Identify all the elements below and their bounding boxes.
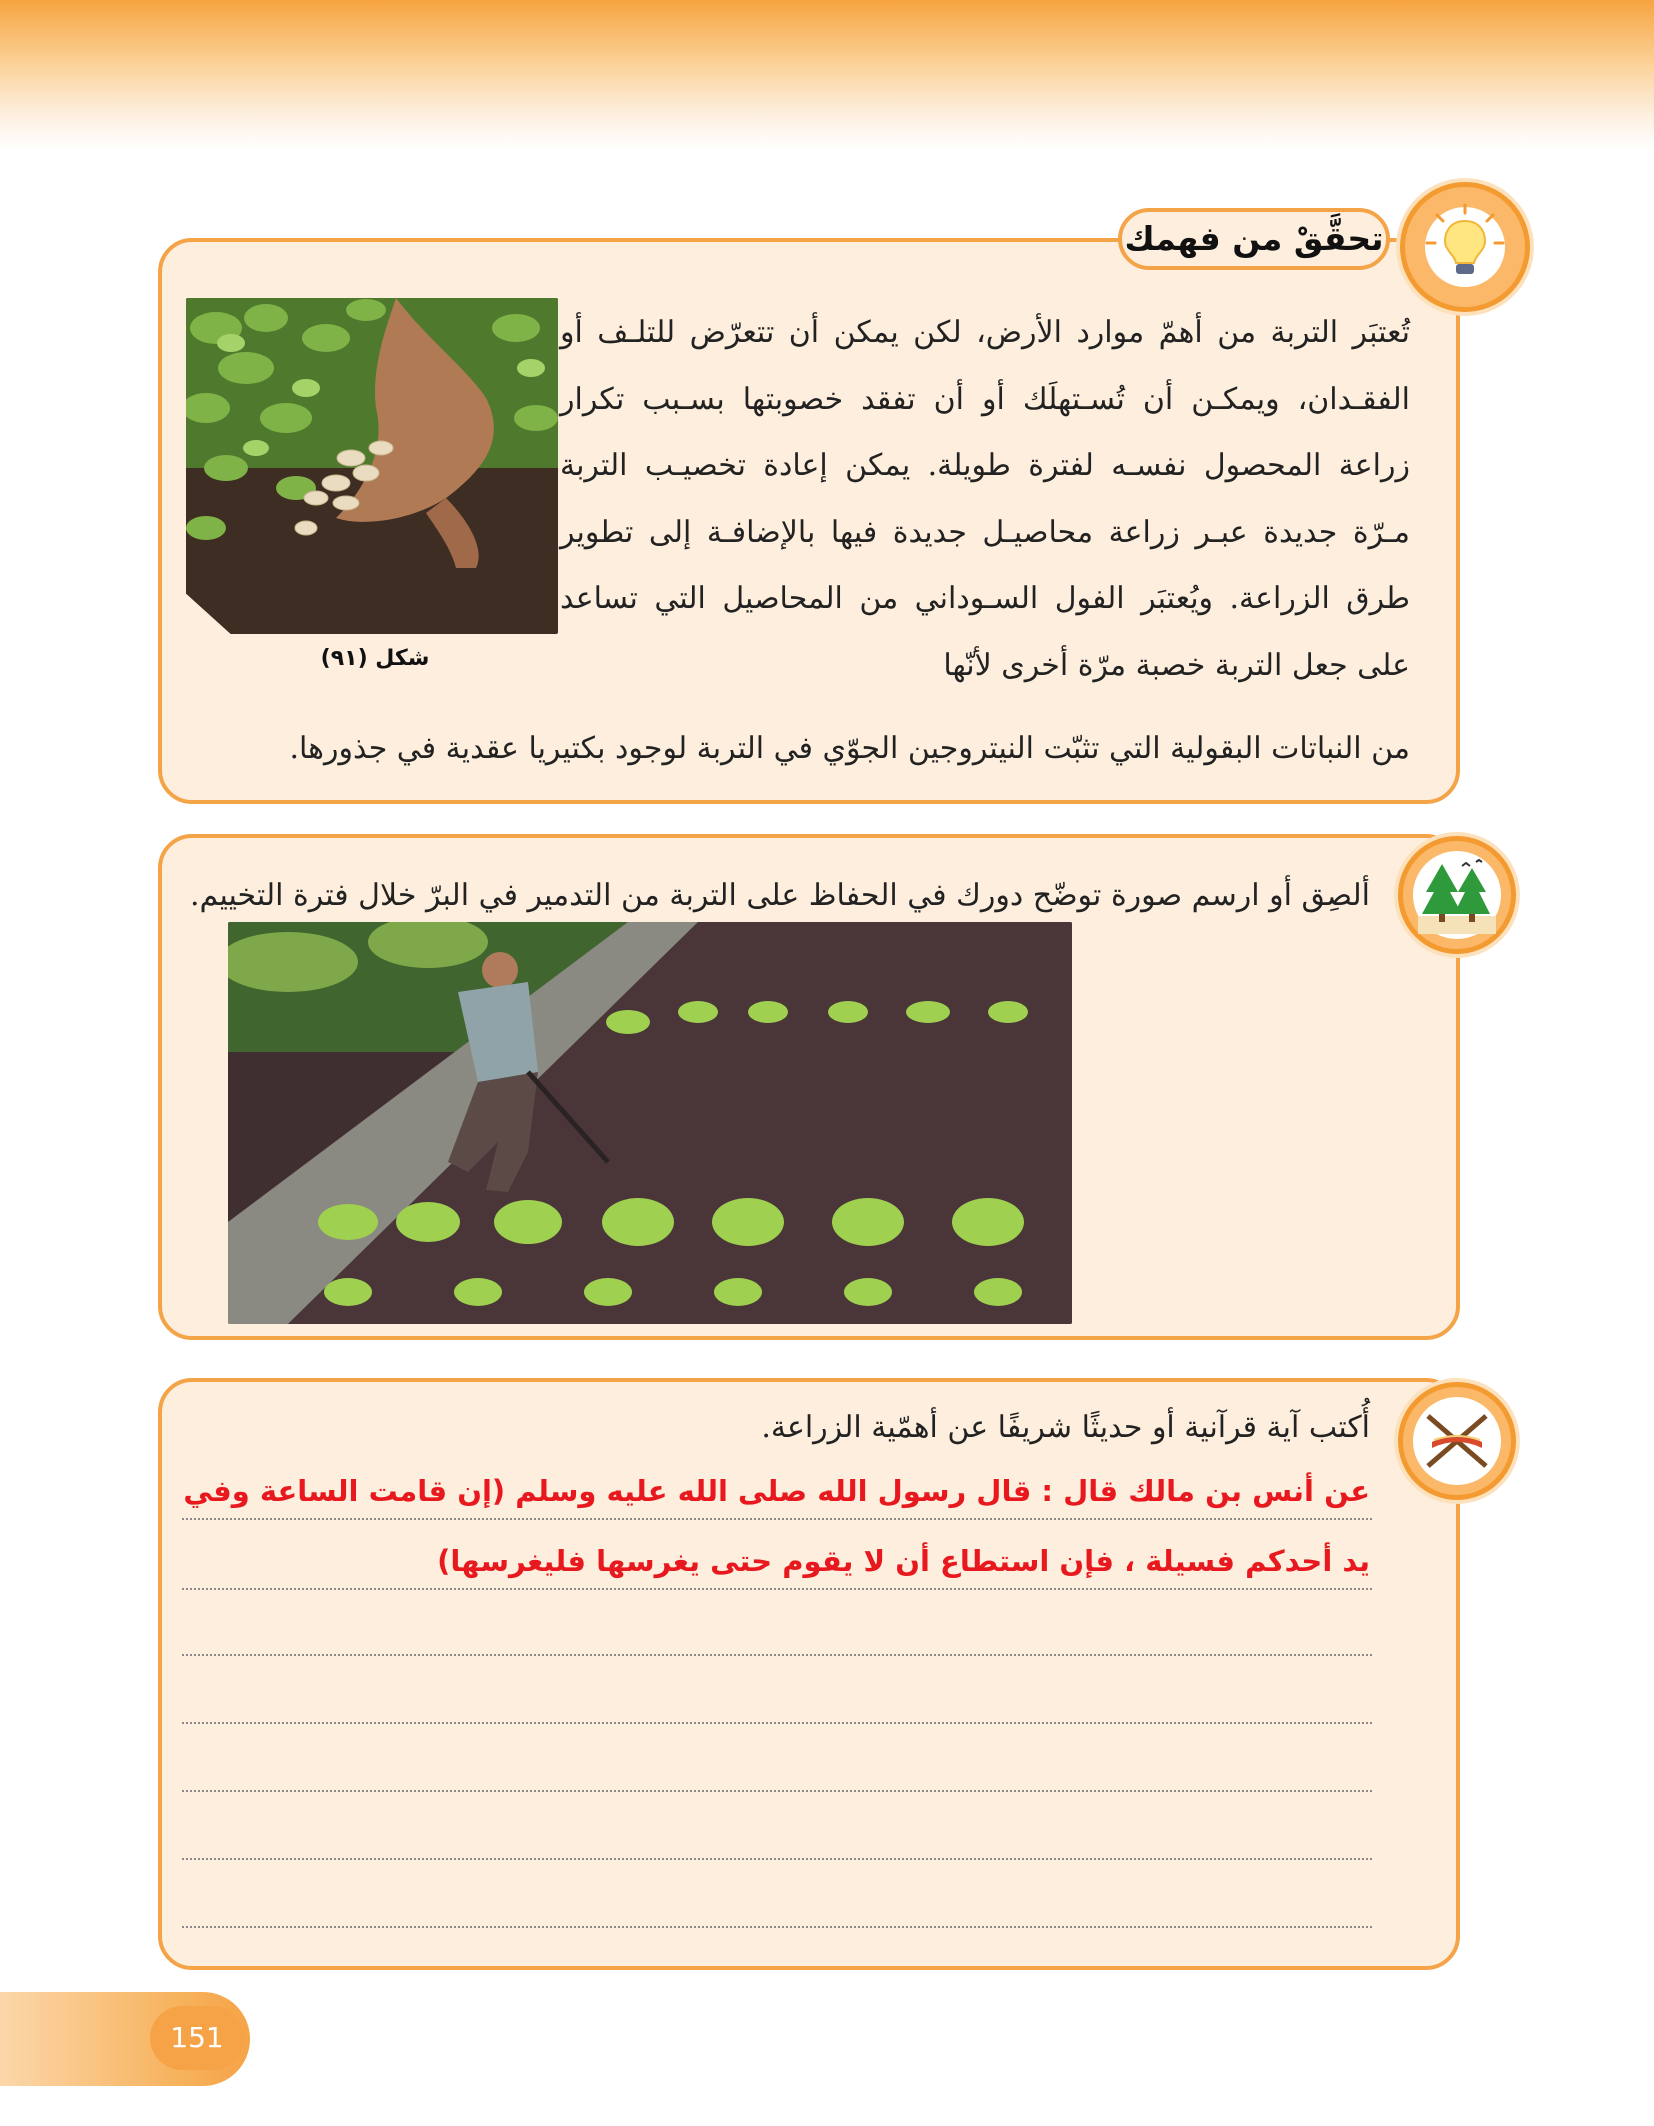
quran-icon: [1418, 1402, 1496, 1480]
page-header-band: [0, 0, 1654, 150]
answer-line-2: يد أحدكم فسيلة ، فإن استطاع أن لا يقوم حتى يغرسها فليغرسها): [437, 1544, 1370, 1578]
writing-line[interactable]: [182, 1858, 1372, 1860]
activity-prompt: أُكتب آية قرآنية أو حديثًا شريفًا عن أهمّية الزراعة.: [761, 1410, 1370, 1445]
section-paragraph: تُعتبَر التربة من أهمّ موارد الأرض، لكن يمكن أن تتعرّض للتلـف أو الفقـدان، ويمكـن أن تُسـتهلَك أو أن تفقد خصوبتها بسـبب تكرار زراعة المحصول نفسـه لفترة طويلة. يمكن إعادة تخصيـب التربة مـرّة جديدة عبـر زراعة محاصيـل جديدة فيها بالإضافـة إلى تطوير طرق الزراعة. ويُعتبَر الفول السـوداني من المحاصيل التي تساعد على جعل التربة خصبة مرّة أخرى لأنّها: [560, 315, 1410, 683]
answer-line-1: عن أنس بن مالك قال : قال رسول الله صلى الله عليه وسلم (إن قامت الساعة وفي: [183, 1474, 1370, 1508]
page-number: 151: [150, 2006, 244, 2070]
farmer-hoeing-photo: [228, 922, 1072, 1324]
writing-line[interactable]: [182, 1926, 1372, 1928]
figure-caption: شكل (٩١): [320, 646, 430, 671]
writing-line[interactable]: [182, 1790, 1372, 1792]
writing-line[interactable]: [182, 1722, 1372, 1724]
trees-badge: [1398, 836, 1516, 954]
lightbulb-badge: [1400, 182, 1530, 312]
activity-prompt: ألصِق أو ارسم صورة توضّح دورك في الحفاظ على التربة من التدمير في البرّ خلال فترة التخييم.: [189, 878, 1370, 913]
trees-icon: [1418, 856, 1496, 934]
writing-line[interactable]: [182, 1588, 1372, 1590]
lightbulb-icon: [1415, 197, 1515, 297]
section-title: تحقَّقْ من فهمك: [1118, 208, 1390, 270]
writing-line[interactable]: [182, 1654, 1372, 1656]
writing-line[interactable]: [182, 1518, 1372, 1520]
peanut-plant-photo: [186, 298, 558, 634]
quran-badge: [1398, 1382, 1516, 1500]
section-paragraph-last-line: من النباتات البقولية التي تثبّت النيتروجين الجوّي في التربة لوجود بكتيريا عقدية في جذورها.: [289, 731, 1410, 766]
quran-hadith-box: [158, 1378, 1460, 1970]
